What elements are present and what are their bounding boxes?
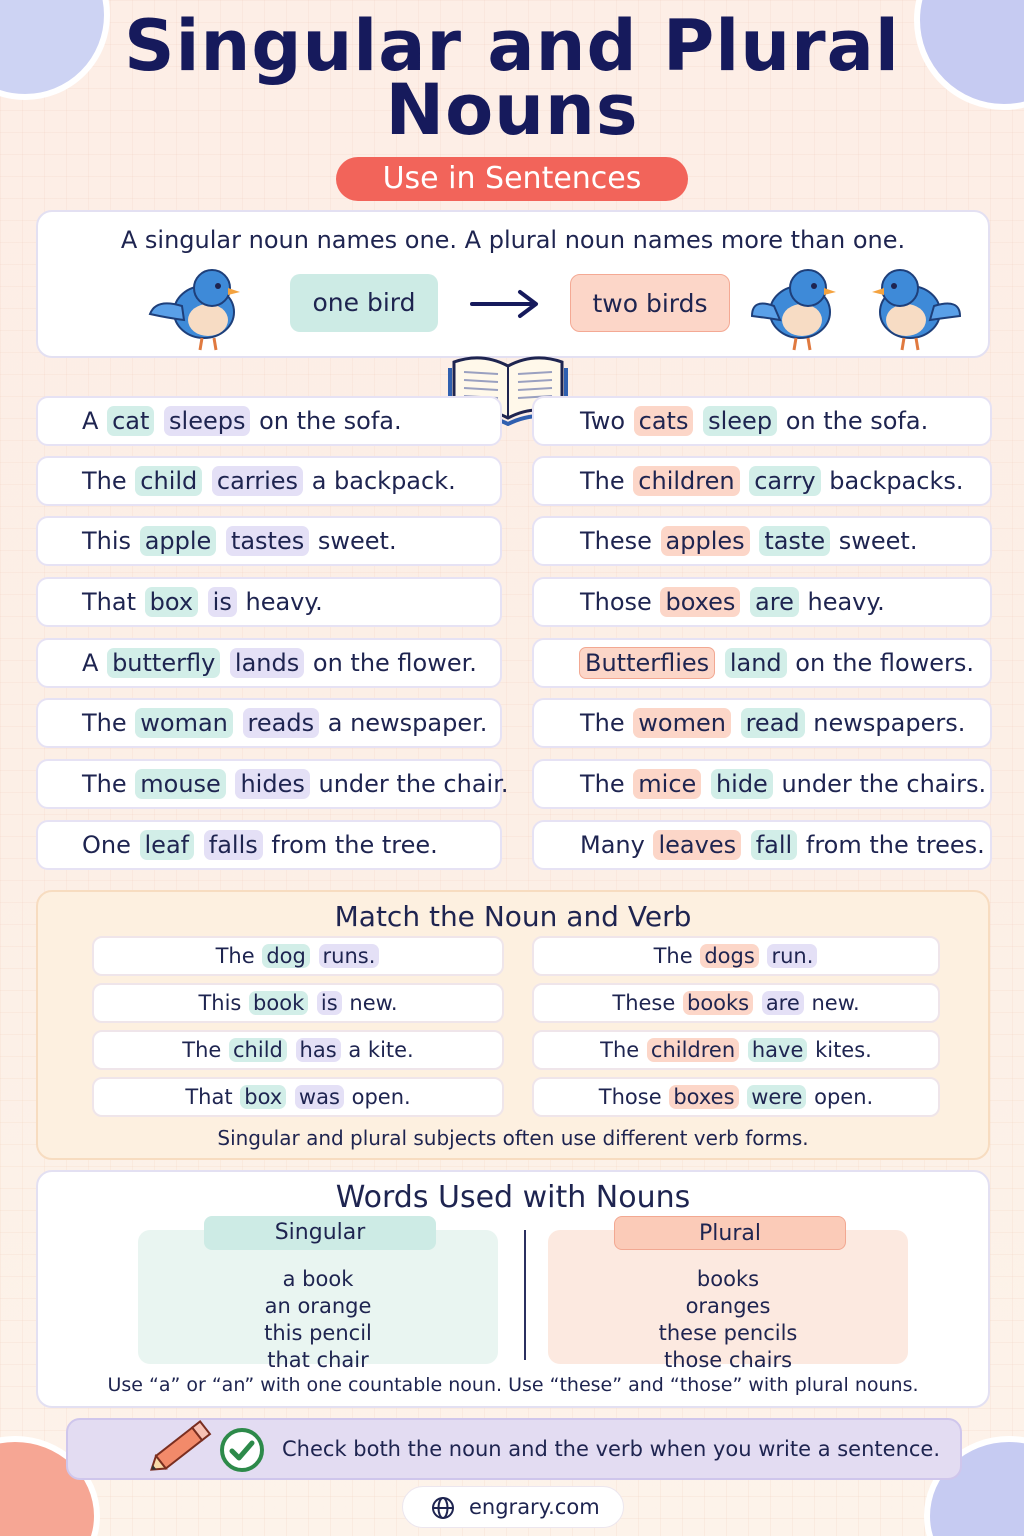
match-plural	[532, 983, 940, 1023]
list-item: an orange	[264, 1294, 372, 1318]
singular-noun: mouse	[135, 769, 226, 799]
plural-noun: boxes	[669, 1085, 738, 1109]
list-item: these pencils	[658, 1321, 798, 1345]
sentence-word: new.	[811, 991, 860, 1015]
list-item: that chair	[267, 1348, 369, 1372]
plural-sentence	[532, 456, 992, 506]
plural-noun: women	[633, 708, 731, 738]
sentence-word: Many	[580, 831, 645, 859]
plural-sentence	[532, 638, 992, 688]
singular-noun: book	[249, 991, 308, 1015]
sentence-word: The	[182, 1038, 222, 1062]
plural-noun: children	[647, 1038, 739, 1062]
plural-verb: taste	[759, 526, 830, 556]
singular-verb: falls	[204, 830, 263, 860]
sentence-word: on the sofa.	[259, 407, 402, 435]
match-note: Singular and plural subjects often use different verb forms.	[217, 1126, 809, 1150]
sentence-word: The	[215, 944, 255, 968]
sentence-word: That	[185, 1085, 233, 1109]
singular-verb: is	[208, 587, 237, 617]
singular-noun: leaf	[140, 830, 195, 860]
singular-sentence	[36, 456, 502, 506]
sentence-word: One	[82, 831, 131, 859]
sentence-word: The	[580, 467, 625, 495]
sentence-word: a backpack.	[311, 467, 456, 495]
plural-sentence	[532, 396, 992, 446]
singular-list	[138, 1266, 498, 1374]
singular-sentence	[36, 516, 502, 566]
sentence-word: heavy.	[807, 588, 885, 616]
sentence-word: A	[82, 649, 99, 677]
singular-verb: runs.	[319, 944, 380, 968]
singular-noun: child	[229, 1038, 287, 1062]
plural-verb: sleep	[703, 406, 777, 436]
plural-noun: leaves	[653, 830, 741, 860]
sentence-word: sweet.	[317, 527, 397, 555]
pencil-icon	[144, 1412, 220, 1482]
sentence-word: from the tree.	[271, 831, 438, 859]
bird-icon	[146, 262, 246, 352]
sentence-word: The	[82, 467, 127, 495]
singular-verb: has	[296, 1038, 341, 1062]
sentence-word: These	[612, 991, 676, 1015]
sentence-word: These	[580, 527, 652, 555]
sentence-word: kites.	[815, 1038, 872, 1062]
page-title	[0, 5, 1024, 151]
plural-noun: dogs	[700, 944, 758, 968]
one-bird-pill: one bird	[290, 274, 438, 332]
sentence-word: The	[653, 944, 693, 968]
column-divider	[524, 1230, 526, 1360]
plural-heading: Plural	[614, 1216, 846, 1250]
arrow-right-icon	[470, 288, 542, 320]
words-note: Use “a” or “an” with one countable noun. Use “these” and “those” with plural nouns.	[107, 1374, 919, 1396]
site-link[interactable]	[402, 1486, 624, 1528]
match-title: Match the Noun and Verb	[334, 900, 692, 933]
singular-verb: carries	[212, 466, 303, 496]
list-item: a book	[282, 1267, 354, 1291]
sentence-word: The	[600, 1038, 640, 1062]
sentence-word: The	[580, 770, 625, 798]
singular-noun: box	[145, 587, 198, 617]
plural-noun: cats	[634, 406, 694, 436]
intro-card	[36, 210, 990, 358]
singular-sentence	[36, 396, 502, 446]
plural-noun: mice	[633, 769, 701, 799]
sentence-word: on the sofa.	[785, 407, 929, 435]
words-title: Words Used with Nouns	[335, 1180, 691, 1215]
plural-verb: land	[725, 648, 787, 678]
sentence-word: A	[82, 407, 99, 435]
match-plural	[532, 936, 940, 976]
title-line-1: Singular and Plural	[124, 5, 900, 87]
plural-verb: fall	[751, 830, 798, 860]
plural-verb: have	[748, 1038, 808, 1062]
words-section	[36, 1170, 990, 1408]
singular-noun: dog	[262, 944, 310, 968]
singular-sentence	[36, 759, 509, 809]
plural-sentence	[532, 577, 992, 627]
sentence-word: sweet.	[838, 527, 918, 555]
singular-sentence	[36, 638, 502, 688]
plural-noun: Butterflies	[579, 647, 715, 679]
plural-verb: are	[750, 587, 799, 617]
match-plural	[532, 1077, 940, 1117]
singular-sentence	[36, 820, 502, 870]
plural-noun: children	[633, 466, 739, 496]
sentence-word: from the trees.	[805, 831, 985, 859]
plural-sentence	[532, 698, 992, 748]
singular-verb: tastes	[226, 526, 309, 556]
plural-verb: run.	[767, 944, 817, 968]
sentence-word: The	[82, 770, 127, 798]
sentence-word: Those	[580, 588, 652, 616]
sentence-word: a kite.	[348, 1038, 414, 1062]
match-singular	[92, 1077, 504, 1117]
title-line-2: Nouns	[385, 69, 639, 151]
match-plural	[532, 1030, 940, 1070]
singular-noun: cat	[107, 406, 154, 436]
list-item: this pencil	[264, 1321, 372, 1345]
singular-verb: hides	[235, 769, 309, 799]
sentence-word: newspapers.	[813, 709, 966, 737]
plural-list	[548, 1266, 908, 1374]
bird-icon	[750, 262, 850, 352]
match-singular	[92, 936, 504, 976]
two-birds-pill: two birds	[570, 274, 730, 332]
singular-sentence	[36, 698, 502, 748]
singular-verb: was	[295, 1085, 344, 1109]
sentence-word: a newspaper.	[327, 709, 488, 737]
site-url[interactable]: engrary.com	[469, 1495, 600, 1519]
plural-verb: are	[762, 991, 804, 1015]
bird-icon	[864, 262, 964, 352]
plural-sentence	[532, 759, 992, 809]
singular-noun: woman	[135, 708, 233, 738]
plural-noun: boxes	[660, 587, 740, 617]
check-circle-icon	[218, 1426, 266, 1474]
globe-icon	[431, 1496, 455, 1520]
singular-heading: Singular	[204, 1216, 436, 1250]
plural-verb: hide	[711, 769, 773, 799]
plural-noun: books	[683, 991, 753, 1015]
tip-text: Check both the noun and the verb when you write a sentence.	[282, 1437, 941, 1461]
sentence-word: This	[82, 527, 132, 555]
sentence-word: new.	[349, 991, 398, 1015]
singular-noun: butterfly	[107, 648, 220, 678]
match-singular	[92, 1030, 504, 1070]
sentence-word: heavy.	[245, 588, 323, 616]
sentence-word: open.	[351, 1085, 411, 1109]
plural-verb: read	[741, 708, 805, 738]
singular-noun: apple	[140, 526, 217, 556]
plural-verb: carry	[749, 466, 820, 496]
sentence-word: under the chair.	[318, 770, 509, 798]
sentence-word: Those	[598, 1085, 662, 1109]
sentence-word: on the flower.	[312, 649, 477, 677]
singular-verb: is	[317, 991, 342, 1015]
sentence-word: under the chairs.	[781, 770, 987, 798]
sentence-word: open.	[814, 1085, 874, 1109]
sentence-word: Two	[580, 407, 625, 435]
singular-sentence	[36, 577, 502, 627]
singular-noun: child	[135, 466, 202, 496]
sentence-word: The	[580, 709, 625, 737]
match-section	[36, 890, 990, 1160]
singular-noun: box	[240, 1085, 286, 1109]
plural-sentence	[532, 516, 992, 566]
list-item: books	[696, 1267, 760, 1291]
plural-noun: apples	[661, 526, 750, 556]
sentence-word: backpacks.	[829, 467, 964, 495]
singular-verb: lands	[230, 648, 304, 678]
plural-sentence	[532, 820, 992, 870]
singular-verb: sleeps	[164, 406, 250, 436]
list-item: those chairs	[663, 1348, 793, 1372]
tip-bar	[66, 1418, 962, 1480]
sentence-word: The	[82, 709, 127, 737]
sentence-word: This	[198, 991, 242, 1015]
subtitle-badge: Use in Sentences	[336, 157, 688, 201]
sentence-word: on the flowers.	[795, 649, 975, 677]
list-item: oranges	[685, 1294, 771, 1318]
match-singular	[92, 983, 504, 1023]
sentence-word: That	[82, 588, 136, 616]
intro-text: A singular noun names one. A plural noun names more than one.	[120, 226, 906, 254]
plural-verb: were	[747, 1085, 806, 1109]
singular-verb: reads	[243, 708, 320, 738]
singular-column	[138, 1230, 498, 1372]
